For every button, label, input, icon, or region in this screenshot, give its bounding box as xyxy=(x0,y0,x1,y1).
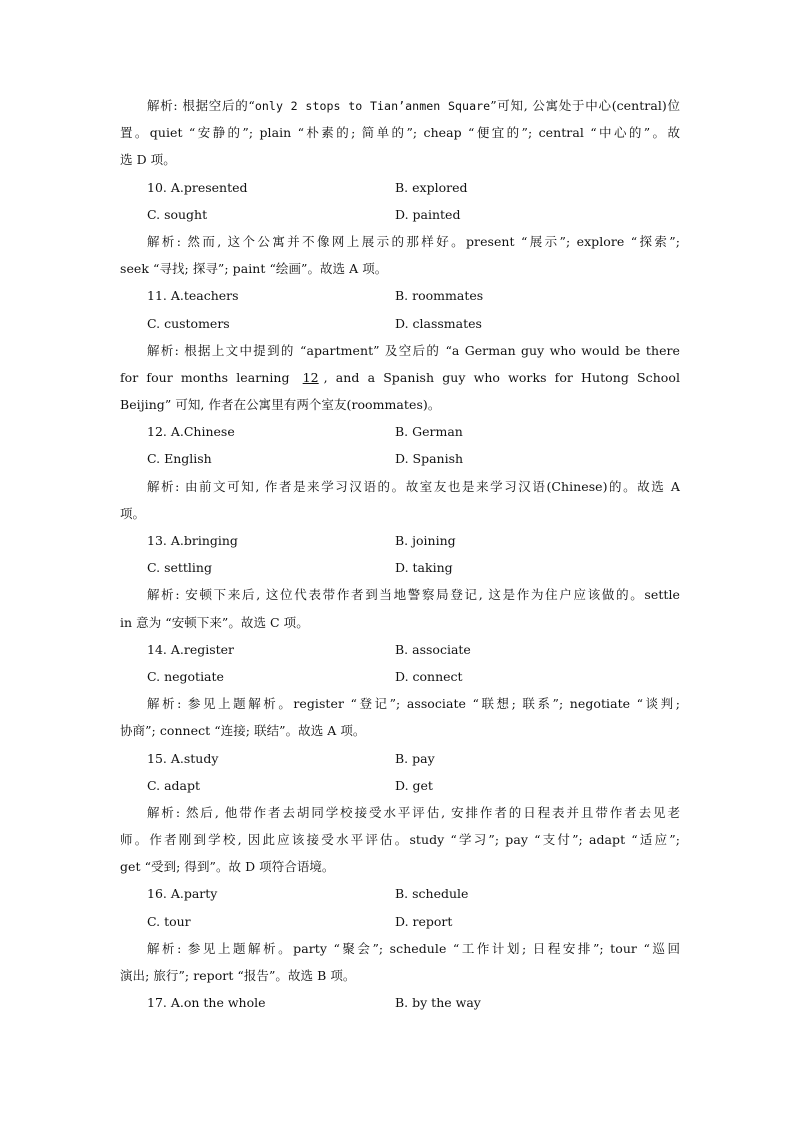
options-row xyxy=(120,908,680,935)
analysis-line-text xyxy=(120,152,176,167)
analysis-line-text xyxy=(120,119,680,146)
text-run: 解析: 参见上题解析。register “登记”; associate “联想; 联系”; negotiate “谈判; xyxy=(147,696,680,712)
analysis-line-text xyxy=(120,826,680,853)
analysis-line xyxy=(120,826,680,853)
text-run: 置。quiet “安静的”; plain “朴素的; 简单的”; cheap “便宜的”; central “中心的”。故 xyxy=(120,125,680,141)
option-d: D. connect xyxy=(395,668,463,684)
analysis-line-text xyxy=(147,473,680,500)
options-row xyxy=(120,989,680,1016)
analysis-line-text xyxy=(120,859,334,874)
analysis-line xyxy=(120,609,680,636)
text-run: 协商”; connect “连接; 联结”。故选 A 项。 xyxy=(120,723,366,739)
analysis-line xyxy=(120,935,680,962)
analysis-line-text xyxy=(120,615,309,630)
text-run: 师。作者刚到学校, 因此应该接受水平评估。study “学习”; pay “支付”; adapt “适应”; xyxy=(120,832,680,848)
option-b: B. German xyxy=(395,424,463,440)
option-c: C. tour xyxy=(147,913,191,929)
option-a: 11. A.teachers xyxy=(147,288,239,304)
text-run: 项。 xyxy=(120,505,146,521)
text-run: ”可知, 公寓处于中心(central)位 xyxy=(490,98,681,113)
analysis-line xyxy=(120,228,680,255)
option-c: C. negotiate xyxy=(147,668,224,684)
text-run: get “受到; 得到”。故 D 项符合语境。 xyxy=(120,859,335,875)
options-row xyxy=(120,880,680,907)
analysis-line-text xyxy=(120,261,387,276)
analysis-line xyxy=(120,962,680,989)
option-a: 13. A.bringing xyxy=(147,533,238,548)
analysis-line-text xyxy=(120,968,355,983)
option-a: 10. A.presented xyxy=(147,179,248,195)
options-row xyxy=(120,636,680,663)
text-run: only 2 stops to Tian’anmen Square xyxy=(254,99,491,113)
text-run: in 意为 “安顿下来”。故选 C 项。 xyxy=(120,614,309,630)
analysis-line xyxy=(120,146,680,173)
options-row xyxy=(120,445,680,472)
analysis-line-text xyxy=(147,799,680,826)
text-run: 解析: 然后, 他带作者去胡同学校接受水平评估, 安排作者的日程表并且带作者去见老 xyxy=(147,804,680,820)
analysis-line-text xyxy=(120,723,366,738)
option-b: B. pay xyxy=(395,750,435,766)
option-a: 17. A.on the whole xyxy=(147,995,266,1011)
option-d: D. report xyxy=(395,913,453,929)
option-c: C. adapt xyxy=(147,777,200,793)
analysis-line-text xyxy=(120,364,680,391)
text-run: for four months learning xyxy=(120,369,298,385)
options-row xyxy=(120,310,680,337)
text-run: 解析: 安顿下来后, 这位代表带作者到当地警察局登记, 这是作为住户应该做的。settle xyxy=(147,587,680,603)
option-c: C. settling xyxy=(147,560,212,576)
analysis-line xyxy=(120,92,680,119)
text-run: 解析: 然而, 这个公寓并不像网上展示的那样好。present “展示”; explore “探索”; xyxy=(147,233,680,249)
options-row xyxy=(120,201,680,228)
analysis-line xyxy=(120,799,680,826)
options-row xyxy=(120,772,680,799)
analysis-line-text xyxy=(147,92,680,120)
analysis-line xyxy=(120,853,680,880)
option-d: D. painted xyxy=(395,206,461,222)
options-row xyxy=(120,527,680,554)
analysis-line xyxy=(120,717,680,744)
text-run: seek “寻找; 探寻”; paint “绘画”。故选 A 项。 xyxy=(120,261,388,277)
analysis-line xyxy=(120,581,680,608)
analysis-line xyxy=(120,337,680,364)
text-run: 演出; 旅行”; report “报告”。故选 B 项。 xyxy=(120,968,356,983)
analysis-paragraph xyxy=(120,228,680,282)
option-d: D. classmates xyxy=(395,315,482,331)
option-d: D. taking xyxy=(395,560,453,576)
analysis-line xyxy=(120,364,680,391)
option-c: C. sought xyxy=(147,206,208,222)
analysis-line-text xyxy=(147,690,680,717)
options-row xyxy=(120,554,680,581)
option-b: B. associate xyxy=(395,641,471,657)
text-run: Beijing” 可知, 作者在公寓里有两个室友(roommates)。 xyxy=(120,397,441,413)
option-b: B. explored xyxy=(395,179,468,195)
option-b: B. by the way xyxy=(395,995,481,1011)
option-d: D. Spanish xyxy=(395,451,464,467)
text-run: 解析: 根据上文中提到的 “apartment” 及空后的 “a German guy who would be there xyxy=(147,342,680,358)
analysis-line xyxy=(120,119,680,146)
options-row xyxy=(120,418,680,445)
option-b: B. roommates xyxy=(395,288,484,304)
analysis-line-text xyxy=(147,337,680,364)
document-page xyxy=(120,92,680,1016)
option-c: C. English xyxy=(147,451,212,467)
analysis-line xyxy=(120,391,680,418)
options-row xyxy=(120,282,680,309)
text-run: 解析: 根据空后的“ xyxy=(147,98,255,113)
options-row xyxy=(120,663,680,690)
option-b: B. schedule xyxy=(395,886,469,902)
option-b: B. joining xyxy=(395,533,456,548)
analysis-line xyxy=(120,690,680,717)
analysis-line-text xyxy=(147,935,680,962)
analysis-line-text xyxy=(120,397,440,412)
text-run: , and a Spanish guy who works for Hutong School xyxy=(323,369,680,385)
analysis-paragraph xyxy=(120,473,680,527)
analysis-paragraph xyxy=(120,337,680,419)
option-a: 16. A.party xyxy=(147,886,218,902)
option-a: 15. A.study xyxy=(147,750,219,766)
analysis-line-text xyxy=(120,506,145,521)
text-run: 解析: 参见上题解析。party “聚会”; schedule “工作计划; 日程安排”; tour “巡回 xyxy=(147,940,680,956)
analysis-line xyxy=(120,255,680,282)
analysis-line-text xyxy=(147,228,680,255)
analysis-paragraph xyxy=(120,799,680,881)
option-c: C. customers xyxy=(147,315,230,331)
option-a: 14. A.register xyxy=(147,641,235,657)
analysis-line-text xyxy=(147,581,680,608)
option-a: 12. A.Chinese xyxy=(147,424,235,440)
analysis-paragraph xyxy=(120,935,680,989)
analysis-line xyxy=(120,500,680,527)
analysis-paragraph xyxy=(120,581,680,635)
text-run: 选 D 项。 xyxy=(120,152,176,168)
options-row xyxy=(120,174,680,201)
text-run: 解析: 由前文可知, 作者是来学习汉语的。故室友也是来学习汉语(Chinese)的。故选 A xyxy=(147,478,680,494)
blank-number: 12 xyxy=(302,369,319,385)
analysis-line xyxy=(120,473,680,500)
analysis-paragraph xyxy=(120,690,680,744)
options-row xyxy=(120,745,680,772)
analysis-paragraph xyxy=(120,92,680,174)
option-d: D. get xyxy=(395,777,433,793)
